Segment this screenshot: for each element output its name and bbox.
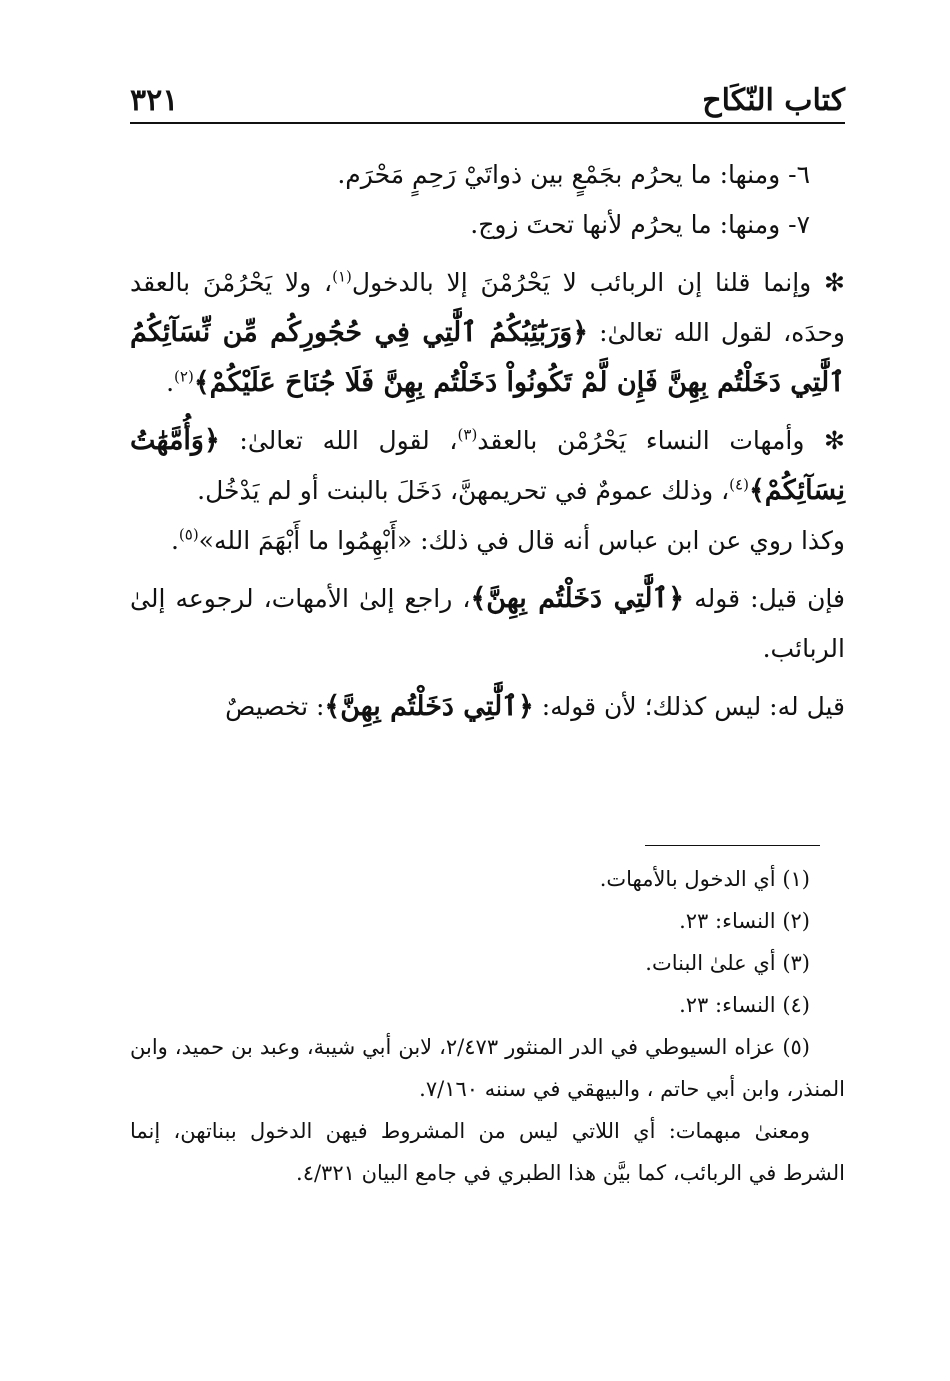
list-item-6: ٦- ومنها: ما يحرُم بجَمْعٍ بين ذواتَيْ رَحِمٍ مَحْرَم.: [337, 160, 810, 189]
running-title: كتاب النّكَاح: [702, 83, 845, 118]
paragraph-text: .: [166, 368, 175, 397]
paragraph-text: ، راجع إلىٰ الأمهات، لرجوعه إلىٰ الربائب.: [130, 584, 845, 663]
footnote-ref-3[interactable]: (٣): [457, 425, 478, 444]
footnote-ref-4[interactable]: (٤): [729, 475, 749, 494]
paragraph-text: قيل له: ليس كذلك؛ لأن قوله:: [533, 692, 845, 721]
paragraph-text: ، وذلك عمومٌ في تحريمهنَّ، دَخَلَ بالبنت أو لم يَدْخُل.: [197, 476, 730, 505]
paragraph-reply: [130, 682, 845, 732]
footnote-3: (٣) أي علىٰ البنات.: [645, 951, 810, 975]
page-number: ٣٢١: [130, 83, 179, 118]
paragraph-text: ✻ وإنما قلنا إن الربائب لا يَحْرُمْنَ إلا بالدخول: [351, 268, 846, 297]
footnote-1: (١) أي الدخول بالأمهات.: [599, 867, 810, 891]
footnote-ref-5[interactable]: (٥): [178, 525, 199, 544]
paragraph-ibn-abbas: [130, 516, 845, 566]
footnote-divider: [645, 845, 820, 846]
page-header: [130, 72, 845, 124]
paragraph-text: ، ولا يَحْرُمْنَ بالعقد وحدَه، لقول الله تعالىٰ:: [130, 268, 845, 347]
quran-verse: ﴿وَرَبَٰٓئِبُكُمُ ٱلَّٰتِي فِي حُجُورِكُم مِّن نِّسَآئِكُمُ ٱلَّٰتِي دَخَلْتُم بِهِنَّ فَإِن لَّمْ تَكُونُواْ دَخَلْتُم بِهِنَّ فَلَا جُنَاحَ عَلَيْكُمْ﴾: [130, 317, 845, 398]
paragraph-text: .: [170, 526, 179, 555]
footnote-ref-2[interactable]: (٢): [174, 367, 194, 386]
main-text: [130, 150, 845, 732]
paragraph-text: وكذا روي عن ابن عباس أنه قال في ذلك: «أَبْهِمُوا ما أَبْهَمَ الله»: [198, 526, 845, 555]
footnotes: [130, 858, 845, 1194]
paragraph-text: ، لقول الله تعالىٰ:: [219, 426, 458, 455]
quran-verse: ﴿ٱلَّٰتِي دَخَلْتُم بِهِنَّ﴾: [470, 583, 685, 614]
paragraph-mothers-in-law: [130, 416, 845, 516]
footnote-ref-1[interactable]: (١): [332, 267, 352, 286]
paragraph-rabaib: [130, 258, 845, 408]
paragraph-text: فإن قيل: قوله: [684, 584, 845, 613]
paragraph-objection: [130, 574, 845, 674]
footnote-4: (٤) النساء: ٢٣.: [679, 993, 810, 1017]
list-item-7: ٧- ومنها: ما يحرُم لأنها تحتَ زوج.: [470, 210, 810, 239]
footnote-2: (٢) النساء: ٢٣.: [679, 909, 810, 933]
footnote-5: (٥) عزاه السيوطي في الدر المنثور ٢/٤٧٣، لابن أبي شيبة، وعبد بن حميد، وابن المنذر، وابن أبي حاتم ، والبيهقي في سننه ٧/١٦٠.: [130, 1035, 845, 1101]
footnote-5-note: ومعنىٰ مبهمات: أي اللاتي ليس من المشروط فيهن الدخول ببناتهن، إنما الشرط في الربائب، كما بيَّن هذا الطبري في جامع البيان ٤/٣٢١.: [130, 1119, 845, 1185]
quran-verse: ﴿ٱلَّٰتِي دَخَلْتُم بِهِنَّ﴾: [324, 691, 534, 722]
paragraph-text: ✻ وأمهات النساء يَحْرُمْن بالعقد: [477, 426, 845, 455]
paragraph-text: : تخصيصٌ: [225, 692, 325, 721]
quran-verse: ﴿وَأُمَّهَٰتُ نِسَآئِكُمْ﴾: [130, 425, 845, 506]
